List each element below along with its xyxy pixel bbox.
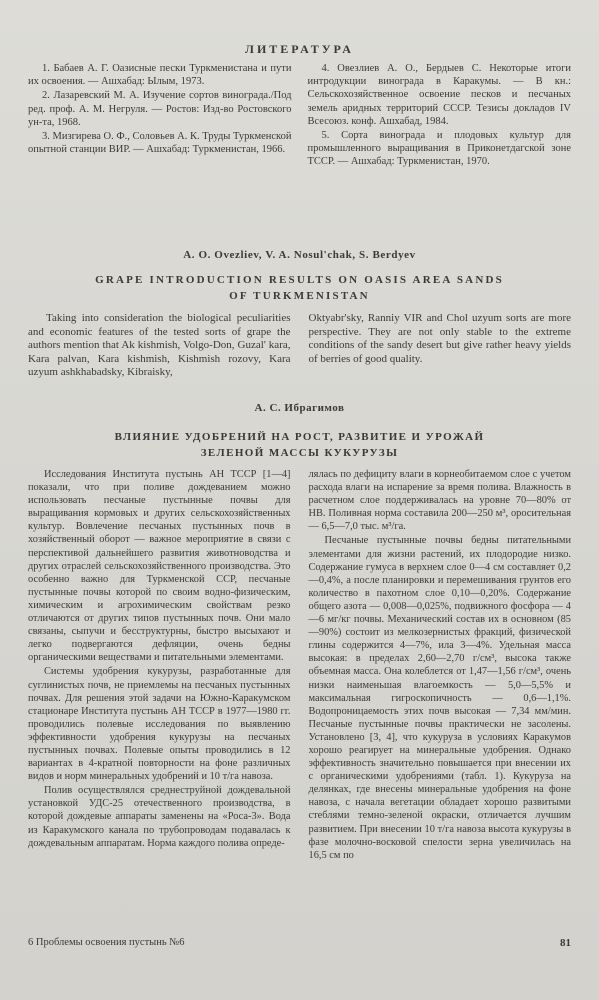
article-title-line: ВЛИЯНИЕ УДОБРЕНИЙ НА РОСТ, РАЗВИТИЕ И УРОЖАЙ — [114, 431, 485, 443]
english-title-line: GRAPE INTRODUCTION RESULTS ON OASIS AREA SANDS — [95, 274, 504, 286]
page-footer — [28, 937, 571, 949]
english-title-line: OF TURKMENISTAN — [229, 290, 370, 302]
article-author: А. С. Ибрагимов — [254, 402, 345, 414]
reference-item: 4. Овезлиев А. О., Бердыев С. Некоторые итоги интродукции винограда в Каракумы. — В кн.: Сельскохозяйственное освоение песков и песчаных земель аридных территорий СССР. Тезисы докладов IV Всесоюз. конф. Ашхабад, 1984. — [307, 63, 571, 127]
english-authors: A. O. Ovezliev, V. A. Nosul'chak, S. Berdyev — [183, 249, 416, 261]
abstract-paragraph: Oktyabr'sky, Ranniy VIR and Chol uzyum sorts are more perspective. They are not only stable to the extreme conditions of the sandy desert but give rather heavy yields of berries of good quality. — [308, 312, 571, 365]
reference-item: 1. Бабаев А. Г. Оазисные пески Туркменистана и пути их освоения. — Ашхабад: Ылым, 1973. — [28, 63, 292, 88]
abstract-paragraph: Taking into consideration the biological peculiarities and economic features of the tested sorts of grape the authors mention that Ak kishmish, Volgo-Don, Guzal' kara, Kara palvan, Kara kishmish, Kishmish rozovy, Kara uzyum ashkhabadsky, Kibraisky, — [28, 312, 291, 378]
english-abstract-right — [309, 312, 572, 380]
article-right-column — [309, 468, 572, 863]
article-title — [28, 429, 571, 461]
article-body — [28, 468, 571, 863]
body-paragraph: Полив осуществлялся среднеструйной дождевальной установкой УДС-25 отечественного производства, в которой дождевые аппараты заменены на «Роса-3». Вода из Каракумского канала по трубопроводам подавалась к дождевальным аппаратам. Норма каждого полива опреде- — [28, 785, 291, 849]
english-abstract — [28, 312, 571, 380]
reference-item: 2. Лазаревский М. А. Изучение сортов винограда./Под ред. проф. А. М. Негруля. — Ростов: Изд-во Ростовского ун-та, 1968. — [28, 90, 292, 128]
references-list — [28, 62, 571, 170]
article-title-line: ЗЕЛЕНОЙ МАССЫ КУКУРУЗЫ — [200, 447, 399, 459]
body-paragraph: Исследования Института пустынь АН ТССР [1—4] показали, что при поливе дождеванием можно использовать песчаные пустынные почвы для выращивания кормовых и других сельскохозяйственных культур. Вовлечение песчаных пустынных почв в хозяйственный оборот — важное мероприятие в связи с перспективой дальнейшего развития животноводства и других отраслей сельскохозяйственного производства. Это особенно важно для Туркменской ССР, песчаные пустынные почвы которой по своим водно-физическим, химическим и агрохимическим свойствам резко отличаются от других типов пустынных почв. Они мало связаны, сыпучи и бесструктурны, быстро высыхают и легко подвергаются дефляции, очень бедны органическими веществами и питательными элементами. — [28, 469, 291, 664]
references-left-column — [28, 62, 292, 170]
body-paragraph: Песчаные пустынные почвы бедны питательными элементами для жизни растений, их плодородие низко. Содержание гумуса в верхнем слое 0—4 см составляет 0,2—0,4%, а после планировки и перемешивания грунтов его количество в пахотном слое 0,10—0,20%. Содержание общего азота — 0,008—0,025%, подвижного фосфора — 4—6 мг/кг почвы. Механический состав их в основном (85—90%) состоит из мелкозернистых фракций, физической глины содержится 4—7%, ила 3—4%. Удельная масса высокая: в пределах 2,60—2,70 г/см³, высока также объемная масса. Она колеблется от 1,47—1,56 г/см³, очень низки наименьшая влагоемкость — 5,0—5,5% и максимальная гигроскопичность — 0,6—1,1%. Водопроницаемость этих почв высокая — 7,34 мм/мин. Песчаные пустынные почвы практически не засолены. Установлено [3, 4], что кукуруза в условиях Каракумов хорошо реагирует на минеральные удобрения. Однако эффективность значительно повышается при внесении их с органическими удобрениями (табл. 1). Кукуруза на делянках, где внесены минеральные удобрения на фоне навоза, с начала вегетации обладает хорошо развитыми стеблями темно-зеленой окраски, отличается лучшим развитием. При внесении 10 т/га навоза высота кукурузы в фазе молочно-восковой спелости зерна увеличилась на 16,5 см по — [308, 535, 571, 861]
references-heading: ЛИТЕРАТУРА — [245, 42, 354, 56]
body-paragraph: лялась по дефициту влаги в корнеобитаемом слое с учетом расхода влаги на испарение за время полива. Влажность в расчетном слое поддерживалась на уровне 70—80% от НВ. Поливная норма составила 200—250 м³, оросительная — 6,5—7,0 тыс. м³/га. — [308, 469, 571, 533]
references-right-column — [308, 62, 572, 170]
reference-item: 3. Мизгирева О. Ф., Соловьев А. К. Труды Туркменской опытной станции ВИР. — Ашхабад: Туркменистан, 1966. — [28, 131, 292, 156]
footer-journal: 6 Проблемы освоения пустынь №6 — [28, 937, 185, 948]
reference-item: 5. Сорта винограда и плодовых культур для промышленного выращивания в Приконетдагской зоне ТССР. — Ашхабад: Туркменистан, 1970. — [307, 130, 571, 168]
english-title — [28, 272, 571, 304]
english-abstract-left — [28, 312, 291, 380]
body-paragraph: Системы удобрения кукурузы, разработанные для суглинистых почв, не приемлемы на песчаных пустынных почвах. Для решения этой задачи на Южно-Каракумском стационаре Института пустынь АН ТССР в 1977—1980 гг. проводились полевые исследования по выявлению эффективности удобрения кукурузы на песчаных пустынных почвах. Полевые опыты проводились в 12 вариантах в 4-кратной повторности на фоне различных видов и норм минеральных удобрений и 10 т/га навоза. — [28, 666, 291, 783]
article-left-column — [28, 468, 291, 863]
page-number: 81 — [560, 937, 571, 949]
